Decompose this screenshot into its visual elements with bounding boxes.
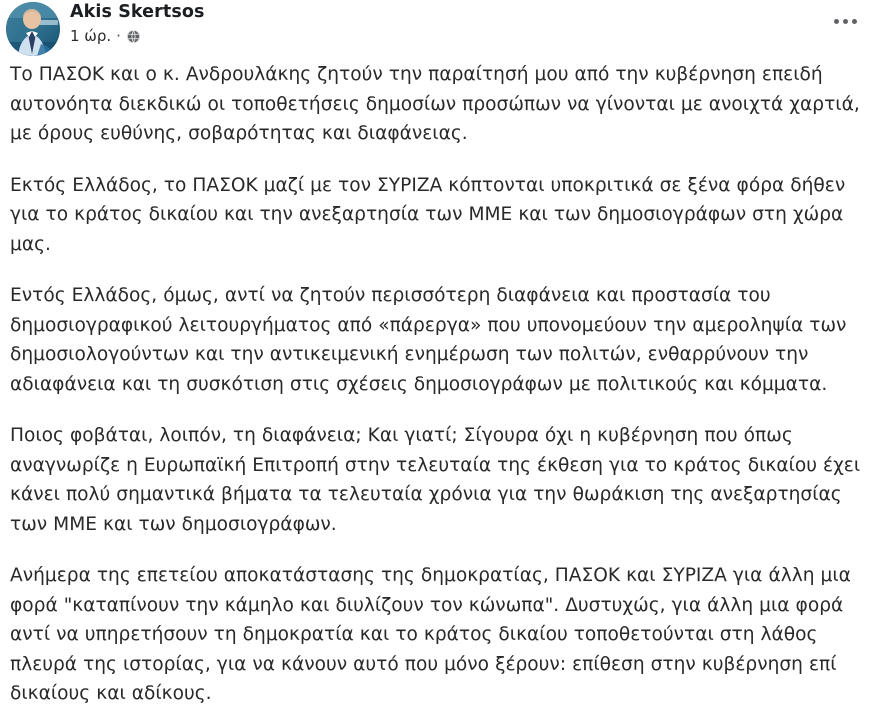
post-body xyxy=(10,60,866,709)
post-paragraph: Ανήμερα της επετείου αποκατάστασης της δημοκρατίας, ΠΑΣΟΚ και ΣΥΡΙΖΑ για άλλη μια φορά "καταπίνουν την κάμηλο και διυλίζουν τον κώνωπα". Δυστυχώς, για άλλη μια φορά αντί να υπηρετήσουν τη δημοκρατία και το κράτος δικαίου τοποθετούνται στη λάθος πλευρά της ιστορίας, για να κάνουν αυτό που μόνο ξέρουν: επίθεση στην κυβέρνηση επί δικαίους και αδίκους. xyxy=(10,565,851,704)
post-paragraph: Εκτός Ελλάδος, το ΠΑΣΟΚ μαζί με τον ΣΥΡΙΖΑ κόπτονται υποκριτικά σε ξένα φόρα δήθεν για το κράτος δικαίου και την ανεξαρτησία των ΜΜΕ και των δημοσιογράφων στη χώρα μας. xyxy=(10,174,846,255)
post-meta xyxy=(70,26,204,46)
author-name[interactable]: Akis Skertsos xyxy=(70,2,205,22)
post-options-menu-button[interactable] xyxy=(828,10,862,32)
post-paragraph: Ποιος φοβάται, λοιπόν, τη διαφάνεια; Και γιατί; Σίγουρα όχι η κυβέρνηση που όπως αναγνωρίζε η Ευρωπαϊκή Επιτροπή στην τελευταία της έκθεση για το κράτος δικαίου έχει κάνει πολύ σημαντικά βήματα τα τελευταία χρόνια για την θωράκιση της ανεξαρτησίας των ΜΜΕ και των δημοσιογράφων. xyxy=(10,425,861,535)
meta-separator: · xyxy=(116,27,121,45)
author-block xyxy=(70,1,204,46)
three-dots-icon-dot-2 xyxy=(843,19,848,24)
avatar[interactable] xyxy=(6,2,60,56)
post-paragraph: Το ΠΑΣΟΚ και ο κ. Ανδρουλάκης ζητούν την παραίτησή μου από την κυβέρνηση επειδή αυτονόητα διεκδικώ οι τοποθετήσεις δημοσίων προσώπων να γίνονται με ανοιχτά χαρτιά, με όρους ευθύνης, σοβαρότητας και διαφάνειας. xyxy=(10,64,860,144)
post-timestamp[interactable]: 1 ώρ. xyxy=(70,27,112,45)
three-dots-icon-dot-1 xyxy=(834,19,839,24)
post-paragraph: Εντός Ελλάδος, όμως, αντί να ζητούν περισσότερη διαφάνεια και προστασία του δημοσιογραφικού λειτουργήματος από «πάρεργα» που υπονομεύουν την αμεροληψία των δημοσιολογούντων και την αντικειμενική ενημέρωση των πολιτών, ενθαρρύνουν την αδιαφάνεια και τη συσκότιση στις σχέσεις δημοσιογράφων με πολιτικούς και κόμματα. xyxy=(10,285,847,395)
three-dots-icon-dot-3 xyxy=(852,19,857,24)
globe-icon[interactable] xyxy=(126,29,141,44)
post-header xyxy=(0,0,880,58)
avatar-image xyxy=(6,2,60,56)
